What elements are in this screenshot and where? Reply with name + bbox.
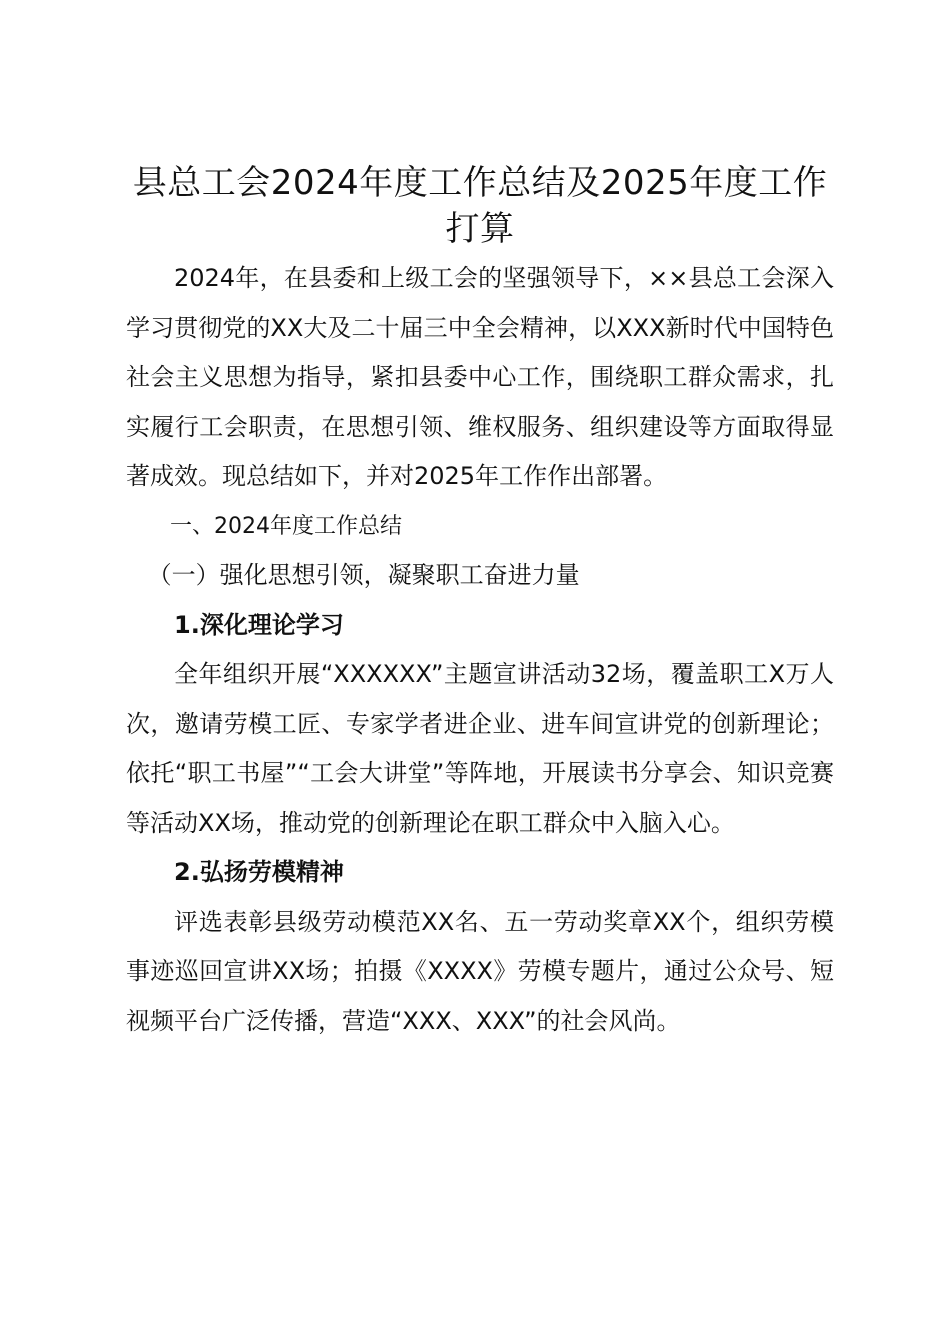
document-title: 县总工会2024年度工作总结及2025年度工作打算 — [132, 163, 828, 249]
subsection-heading-ideology: （一）强化思想引领，凝聚职工奋进力量 — [147, 561, 580, 589]
item-heading-theory-study: 1.深化理论学习 — [174, 610, 344, 639]
section-heading-summary: 一、2024年度工作总结 — [170, 513, 402, 539]
item-paragraph-theory-study: 全年组织开展“XXXXXX”主题宣讲活动32场，覆盖职工X万人次，邀请劳模工匠、专家学者进企业、进车间宣讲党的创新理论；依托“职工书屋”“工会大讲堂”等阵地，开展读书分享会、知识竞赛等活动XX场，推动党的创新理论在职工群众中入脑入心。 — [126, 660, 834, 837]
item-paragraph-model-worker: 评选表彰县级劳动模范XX名、五一劳动奖章XX个，组织劳模事迹巡回宣讲XX场；拍摄《XXXX》劳模专题片，通过公众号、短视频平台广泛传播，营造“XXX、XXX”的社会风尚。 — [126, 907, 834, 1035]
intro-paragraph: 2024年，在县委和上级工会的坚强领导下，××县总工会深入学习贯彻党的XX大及二十届三中全会精神，以XXX新时代中国特色社会主义思想为指导，紧扣县委中心工作，围绕职工群众需求，扎实履行工会职责，在思想引领、维权服务、组织建设等方面取得显著成效。现总结如下，并对2025年工作作出部署。 — [126, 264, 834, 490]
item-heading-model-worker: 2.弘扬劳模精神 — [174, 858, 344, 886]
document-body — [126, 160, 834, 1046]
